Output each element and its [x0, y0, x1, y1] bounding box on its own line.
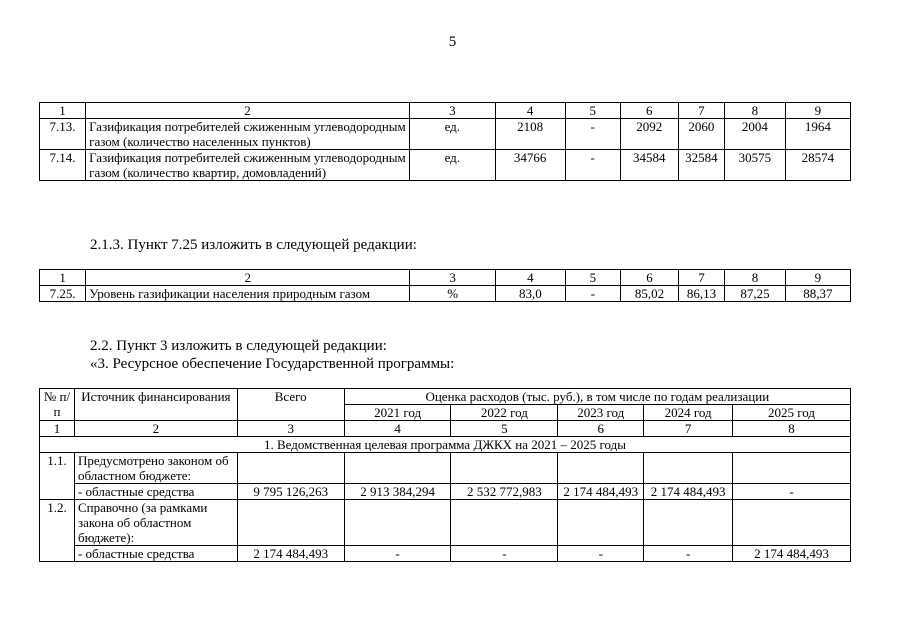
header-cell: 6 — [621, 270, 679, 286]
header-cell: 3 — [410, 270, 496, 286]
header-cell: 2 — [86, 270, 410, 286]
column-number: 5 — [451, 421, 558, 437]
header-cell: 1 — [40, 270, 86, 286]
header-cell: 3 — [409, 103, 495, 119]
year-header: 2024 год — [644, 405, 733, 421]
value-cell: - — [733, 484, 851, 500]
value-cell: 34766 — [495, 150, 565, 181]
header-cell: 2 — [86, 103, 410, 119]
value-cell: 2 174 484,493 — [733, 546, 851, 562]
table-header-row — [40, 103, 851, 119]
page-number: 5 — [448, 34, 457, 50]
header-cell: 7 — [678, 270, 724, 286]
header-cell: 4 — [495, 103, 565, 119]
row-number: 1.1. — [40, 453, 75, 500]
indicator-name: Газификация потребителей сжиженным углеводородным газом (количество квартир, домовладений) — [86, 150, 410, 181]
table-header-row — [40, 389, 851, 405]
header-cell: 4 — [496, 270, 566, 286]
value-cell: - — [451, 546, 558, 562]
empty-cell — [733, 453, 851, 484]
table-row — [40, 484, 851, 500]
value-cell: 2004 — [725, 119, 786, 150]
column-number: 8 — [733, 421, 851, 437]
value-cell: 2 174 484,493 — [237, 546, 344, 562]
unit-cell: ед. — [409, 119, 495, 150]
column-number: 6 — [558, 421, 644, 437]
value-cell: 2108 — [495, 119, 565, 150]
column-number: 4 — [344, 421, 451, 437]
value-cell: 32584 — [678, 150, 725, 181]
indicator-name: Уровень газификации населения природным газом — [86, 286, 410, 302]
year-header: 2022 год — [451, 405, 558, 421]
value-cell: 34584 — [620, 150, 678, 181]
header-cell: 8 — [725, 270, 786, 286]
header-total: Всего — [237, 389, 344, 421]
header-cell: 9 — [785, 270, 850, 286]
value-cell: 1964 — [785, 119, 850, 150]
empty-cell — [344, 453, 451, 484]
value-cell: 2060 — [678, 119, 725, 150]
empty-cell — [451, 453, 558, 484]
row-description: Предусмотрено законом об областном бюджете: — [74, 453, 237, 484]
paragraph-section-3: «3. Ресурсное обеспечение Государственной программы: — [90, 356, 455, 372]
table-row — [40, 546, 851, 562]
value-cell: 88,37 — [785, 286, 850, 302]
value-cell: 2 913 384,294 — [344, 484, 451, 500]
row-description: Справочно (за рамками закона об областном бюджете): — [74, 500, 237, 546]
indicators-table-2 — [39, 269, 851, 302]
empty-cell — [558, 500, 644, 546]
year-header: 2021 год — [344, 405, 451, 421]
value-cell: - — [644, 546, 733, 562]
column-number-row — [40, 421, 851, 437]
year-header: 2025 год — [733, 405, 851, 421]
section-row — [40, 437, 851, 453]
empty-cell — [558, 453, 644, 484]
empty-cell — [644, 453, 733, 484]
row-number: 7.13. — [40, 119, 86, 150]
indicators-table-1 — [39, 102, 851, 181]
header-cell: 6 — [620, 103, 678, 119]
value-cell: - — [565, 286, 620, 302]
value-cell: 83,0 — [496, 286, 566, 302]
table-row — [40, 500, 851, 546]
empty-cell — [451, 500, 558, 546]
value-cell: 9 795 126,263 — [237, 484, 344, 500]
table-header-row — [40, 270, 851, 286]
unit-cell: ед. — [409, 150, 495, 181]
value-cell: - — [558, 546, 644, 562]
source-label: - областные средства — [74, 546, 237, 562]
header-cell: 5 — [565, 270, 620, 286]
row-number: 1.2. — [40, 500, 75, 562]
row-number: 7.14. — [40, 150, 86, 181]
value-cell: 28574 — [785, 150, 850, 181]
value-cell: 86,13 — [678, 286, 724, 302]
table-row — [40, 119, 851, 150]
resource-table — [39, 388, 851, 562]
header-source: Источник финансирования — [74, 389, 237, 421]
value-cell: 87,25 — [725, 286, 786, 302]
value-cell: 2 532 772,983 — [451, 484, 558, 500]
column-number: 2 — [74, 421, 237, 437]
value-cell: 2 174 484,493 — [558, 484, 644, 500]
unit-cell: % — [410, 286, 496, 302]
empty-cell — [344, 500, 451, 546]
header-cell: 9 — [785, 103, 850, 119]
row-number: 7.25. — [40, 286, 86, 302]
empty-cell — [644, 500, 733, 546]
empty-cell — [733, 500, 851, 546]
empty-cell — [237, 500, 344, 546]
header-cell: 1 — [40, 103, 86, 119]
header-cell: 8 — [725, 103, 786, 119]
value-cell: - — [344, 546, 451, 562]
header-num: № п/п — [40, 389, 75, 421]
value-cell: 85,02 — [621, 286, 679, 302]
column-number: 7 — [644, 421, 733, 437]
table-row — [40, 150, 851, 181]
value-cell: - — [565, 119, 620, 150]
value-cell: 2092 — [620, 119, 678, 150]
section-title: 1. Ведомственная целевая программа ДЖКХ на 2021 – 2025 годы — [40, 437, 851, 453]
header-cell: 5 — [565, 103, 620, 119]
value-cell: 30575 — [725, 150, 786, 181]
table-row — [40, 286, 851, 302]
column-number: 3 — [237, 421, 344, 437]
header-cell: 7 — [678, 103, 725, 119]
value-cell: - — [565, 150, 620, 181]
paragraph-2-1-3: 2.1.3. Пункт 7.25 изложить в следующей редакции: — [90, 237, 417, 253]
table-row — [40, 453, 851, 484]
indicator-name: Газификация потребителей сжиженным углеводородным газом (количество населенных пунктов) — [86, 119, 410, 150]
paragraph-2-2: 2.2. Пункт 3 изложить в следующей редакции: — [90, 338, 387, 354]
year-header: 2023 год — [558, 405, 644, 421]
header-estimate: Оценка расходов (тыс. руб.), в том числе по годам реализации — [344, 389, 850, 405]
value-cell: 2 174 484,493 — [644, 484, 733, 500]
column-number: 1 — [40, 421, 75, 437]
empty-cell — [237, 453, 344, 484]
source-label: - областные средства — [74, 484, 237, 500]
